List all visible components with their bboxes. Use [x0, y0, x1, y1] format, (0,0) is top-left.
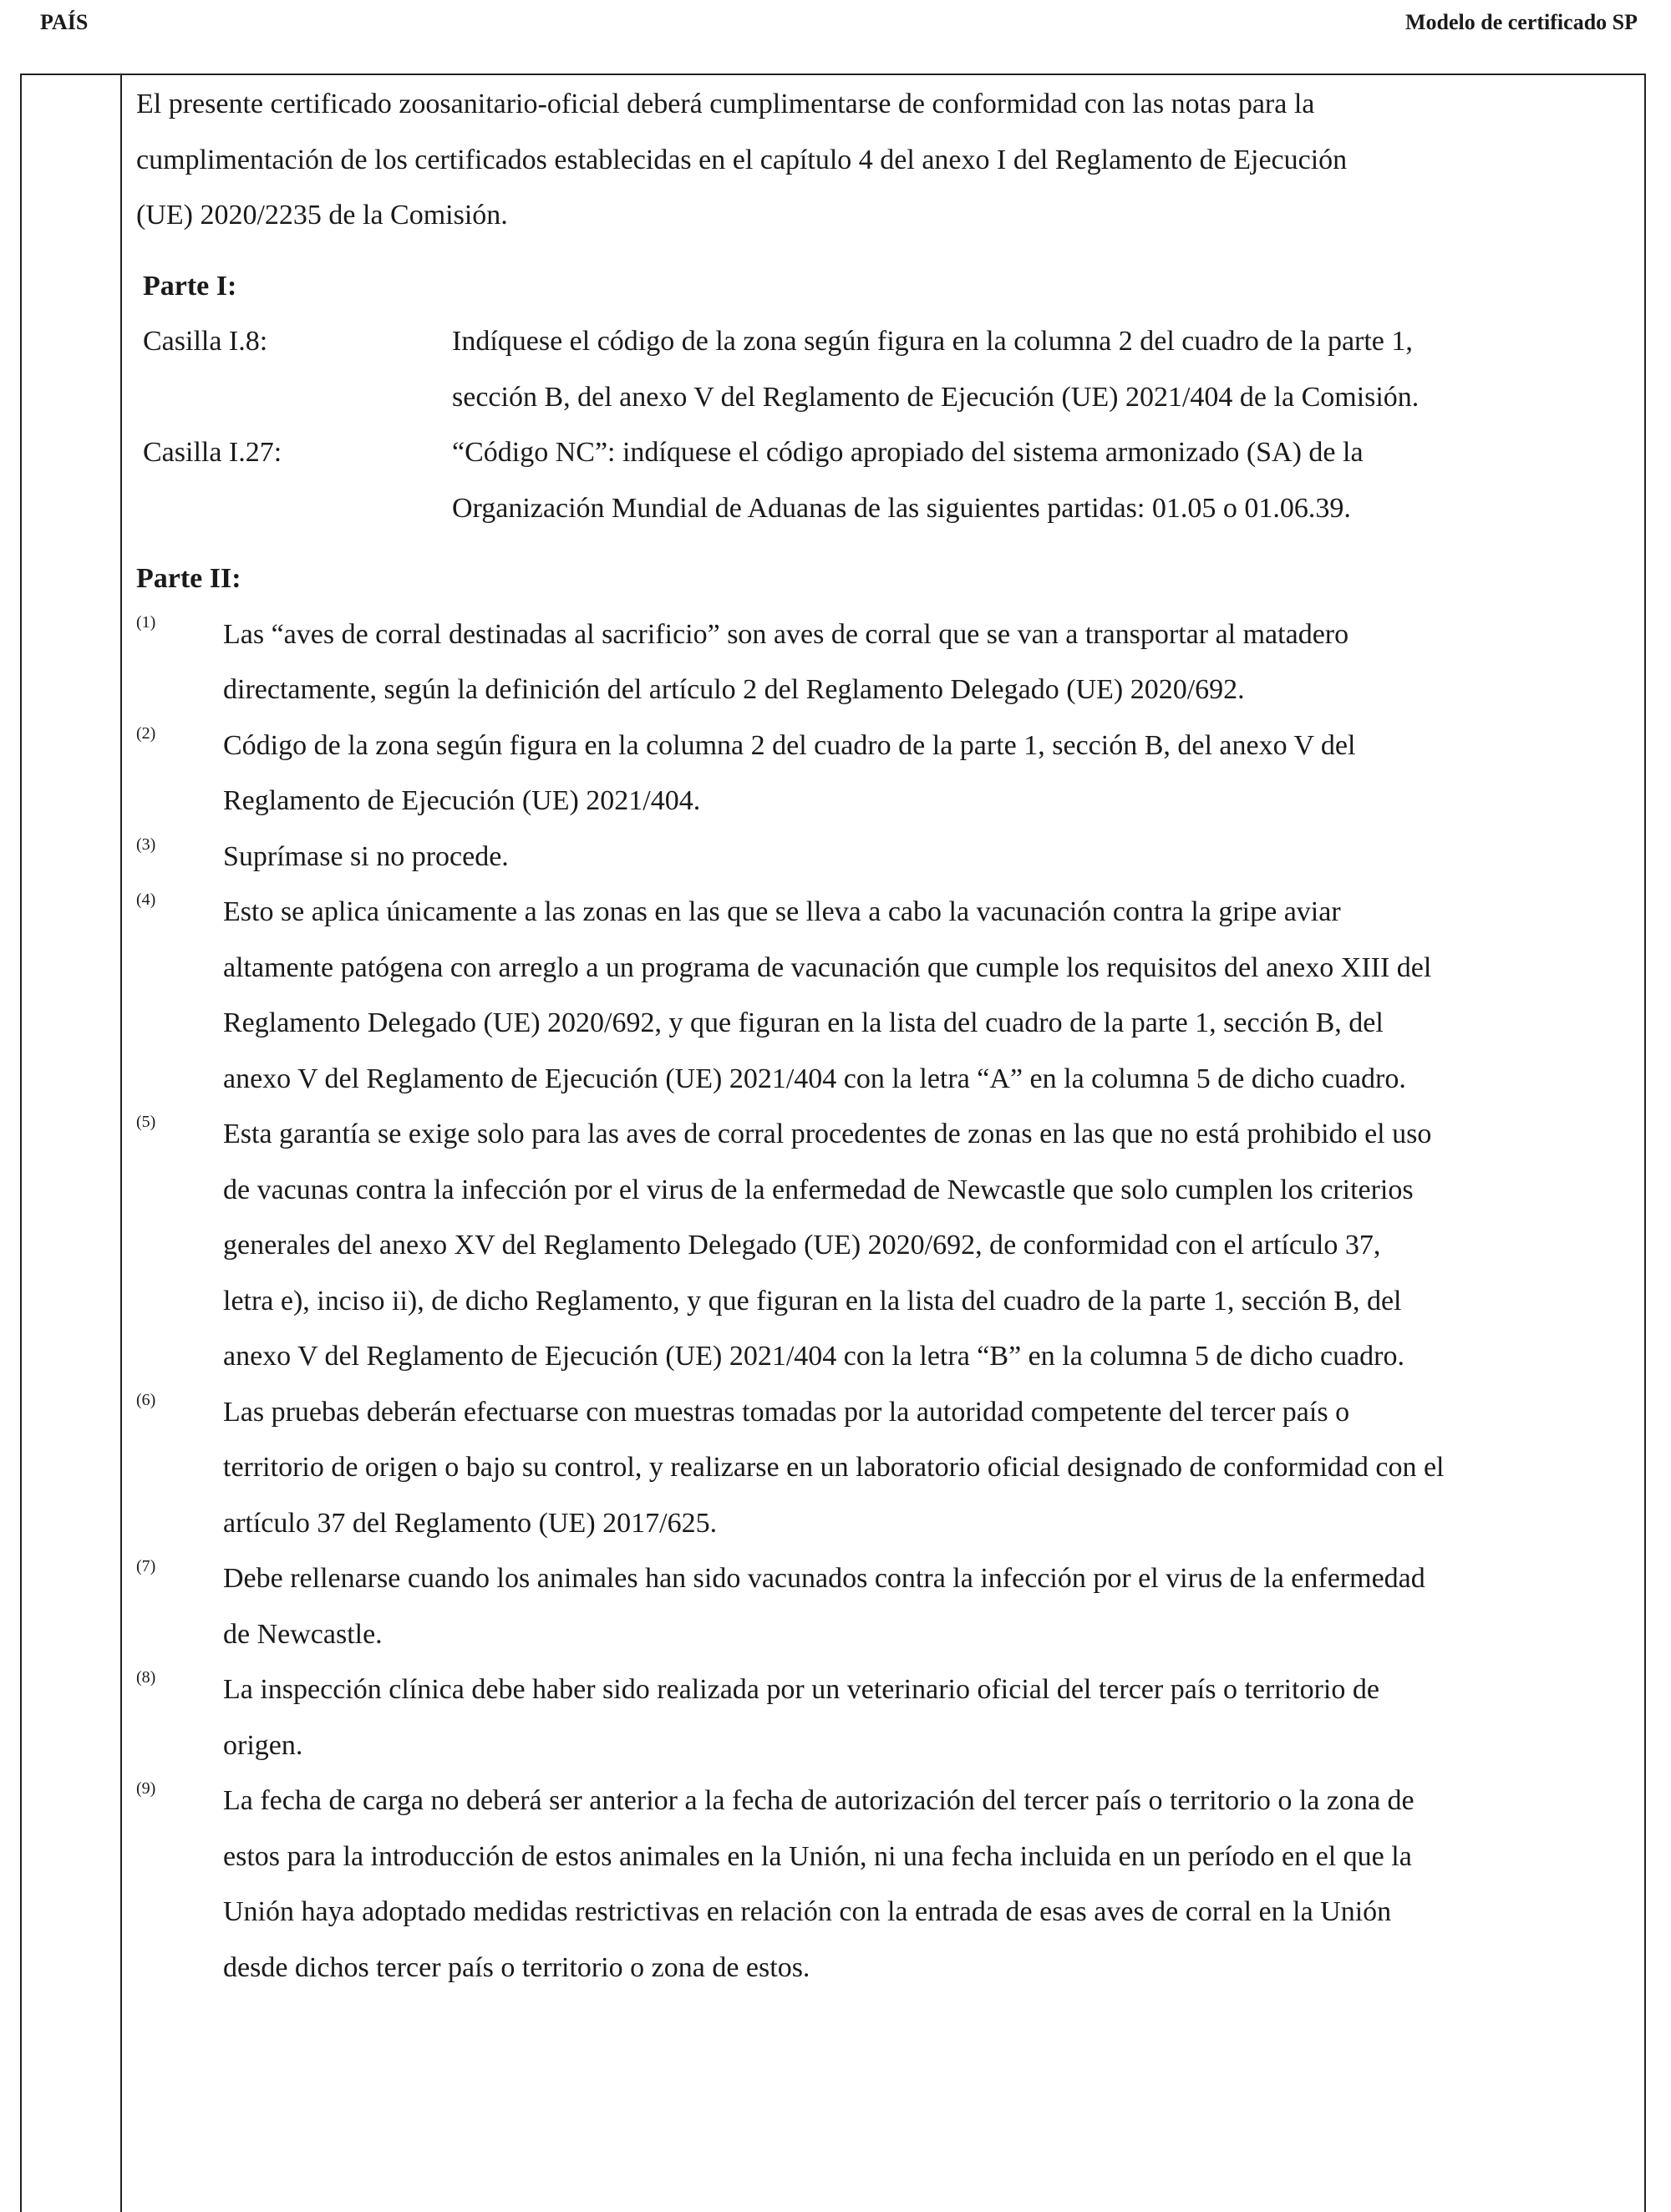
footnote-text [223, 885, 1623, 1107]
box-text-line: sección B, del anexo V del Reglamento de Ejecución (UE) 2021/404 de la Comisión. [452, 381, 1420, 413]
footnote-number: (7) [136, 1557, 156, 1575]
footnote-line: estos para la introducción de estos animales en la Unión, ni una fecha incluida en un período en el que la [223, 1840, 1412, 1872]
footnote-line: Las pruebas deberán efectuarse con muestras tomadas por la autoridad competente del tercer país o [223, 1396, 1350, 1428]
footnote-line: de Newcastle. [223, 1618, 383, 1650]
footnote-line: Esto se aplica únicamente a las zonas en las que se lleva a cabo la vacunación contra la gripe aviar [223, 896, 1341, 927]
footnote [136, 1662, 1623, 1773]
footnote-text [223, 830, 1623, 885]
footnote-line: Suprímase si no procede. [223, 840, 509, 872]
footnote-line: Reglamento de Ejecución (UE) 2021/404. [223, 785, 701, 816]
header-model: Modelo de certificado SP [1405, 10, 1638, 34]
header-country: PAÍS [40, 10, 89, 34]
footnote-text [223, 1385, 1623, 1552]
footnote [136, 1385, 1623, 1552]
footnote-text [223, 1107, 1623, 1385]
intro-line: El presente certificado zoosanitario-oficial deberá cumplimentarse de conformidad con las notas para la [136, 89, 1315, 119]
footnote-line: altamente patógena con arreglo a un programa de vacunación que cumple los requisitos del anexo XIII del [223, 951, 1432, 983]
footnote-number: (8) [136, 1668, 156, 1687]
footnote-text [223, 1551, 1623, 1662]
footnote-line: La inspección clínica debe haber sido realizada por un veterinario oficial del tercer país o territorio de [223, 1674, 1379, 1705]
footnote [136, 607, 1623, 718]
footnote-line: letra e), inciso ii), de dicho Reglamento, y que figuran en la lista del cuadro de la parte 1, sección B, del [223, 1285, 1402, 1317]
footnote-line: Unión haya adoptado medidas restrictivas en relación con la entrada de esas aves de corral en la Unión [223, 1896, 1392, 1927]
box-label: Casilla I.8: [143, 326, 268, 357]
box-text [452, 425, 1623, 536]
footnote-number: (5) [136, 1113, 156, 1131]
footnote-line: Esta garantía se exige solo para las aves de corral procedentes de zonas en las que no está prohibido el uso [223, 1119, 1432, 1149]
footnote-text [223, 1662, 1623, 1773]
footnote-line: origen. [223, 1729, 303, 1761]
footnote-line: anexo V del Reglamento de Ejecución (UE) 2021/404 con la letra “B” en la columna 5 de dicho cuadro. [223, 1341, 1404, 1372]
footnote-line: artículo 37 del Reglamento (UE) 2017/625. [223, 1507, 718, 1539]
intro-line: (UE) 2020/2235 de la Comisión. [136, 200, 508, 231]
box-text-line: Indíquese el código de la zona según figura en la columna 2 del cuadro de la parte 1, [452, 326, 1413, 357]
footnote-number: (4) [136, 890, 156, 909]
footnote-number: (9) [136, 1779, 156, 1798]
footnote [136, 718, 1623, 830]
footnote-line: desde dichos tercer país o territorio o zona de estos. [223, 1951, 810, 1983]
footnote-number: (6) [136, 1390, 156, 1409]
box-text-line: “Código NC”: indíquese el código apropiado del sistema armonizado (SA) de la [452, 437, 1364, 468]
footnote-text [223, 1773, 1623, 1996]
footnote-line: La fecha de carga no deberá ser anterior a la fecha de autorización del tercer país o territorio o la zona de [223, 1785, 1415, 1816]
box-text-line: Organización Mundial de Aduanas de las siguientes partidas: 01.05 o 01.06.39. [452, 492, 1351, 524]
footnote-line: anexo V del Reglamento de Ejecución (UE) 2021/404 con la letra “A” en la columna 5 de dicho cuadro. [223, 1063, 1406, 1094]
box-note [136, 425, 1623, 536]
footnote-text [223, 718, 1623, 830]
footnote-line: directamente, según la definición del artículo 2 del Reglamento Delegado (UE) 2020/692. [223, 674, 1245, 705]
certificate-notes [136, 77, 1623, 1996]
margin-rule [120, 74, 122, 2212]
footnote-number: (2) [136, 723, 156, 743]
footnote-number: (3) [136, 835, 156, 854]
part1-heading: Parte I: [143, 270, 237, 302]
intro-line: cumplimentación de los certificados establecidas en el capítulo 4 del anexo I del Reglamento de Ejecución [136, 144, 1348, 175]
footnote-line: Debe rellenarse cuando los animales han sido vacunados contra la infección por el virus de la enfermedad [223, 1563, 1425, 1594]
box-text [452, 314, 1623, 425]
footnote [136, 830, 1623, 885]
footnote [136, 1773, 1623, 1996]
intro-paragraph [136, 77, 1623, 244]
box-note [136, 314, 1623, 425]
box-label: Casilla I.27: [143, 437, 282, 468]
footnote-line: de vacunas contra la infección por el virus de la enfermedad de Newcastle que solo cumplen los criterios [223, 1174, 1414, 1205]
footnote-line: Código de la zona según figura en la columna 2 del cuadro de la parte 1, sección B, del anexo V del [223, 729, 1356, 761]
footnote-line: generales del anexo XV del Reglamento Delegado (UE) 2020/692, de conformidad con el artículo 37, [223, 1230, 1381, 1261]
footnote-line: territorio de origen o bajo su control, y realizarse en un laboratorio oficial designado de conformidad con el [223, 1452, 1445, 1483]
footnote [136, 1107, 1623, 1385]
footnote [136, 885, 1623, 1107]
footnote [136, 1551, 1623, 1662]
footnote-text [223, 607, 1623, 718]
footnote-line: Las “aves de corral destinadas al sacrificio” son aves de corral que se van a transportar al matadero [223, 618, 1349, 650]
part2-heading: Parte II: [136, 563, 241, 594]
footnote-line: Reglamento Delegado (UE) 2020/692, y que figuran en la lista del cuadro de la parte 1, sección B, del [223, 1007, 1384, 1038]
footnote-number: (1) [136, 612, 156, 632]
